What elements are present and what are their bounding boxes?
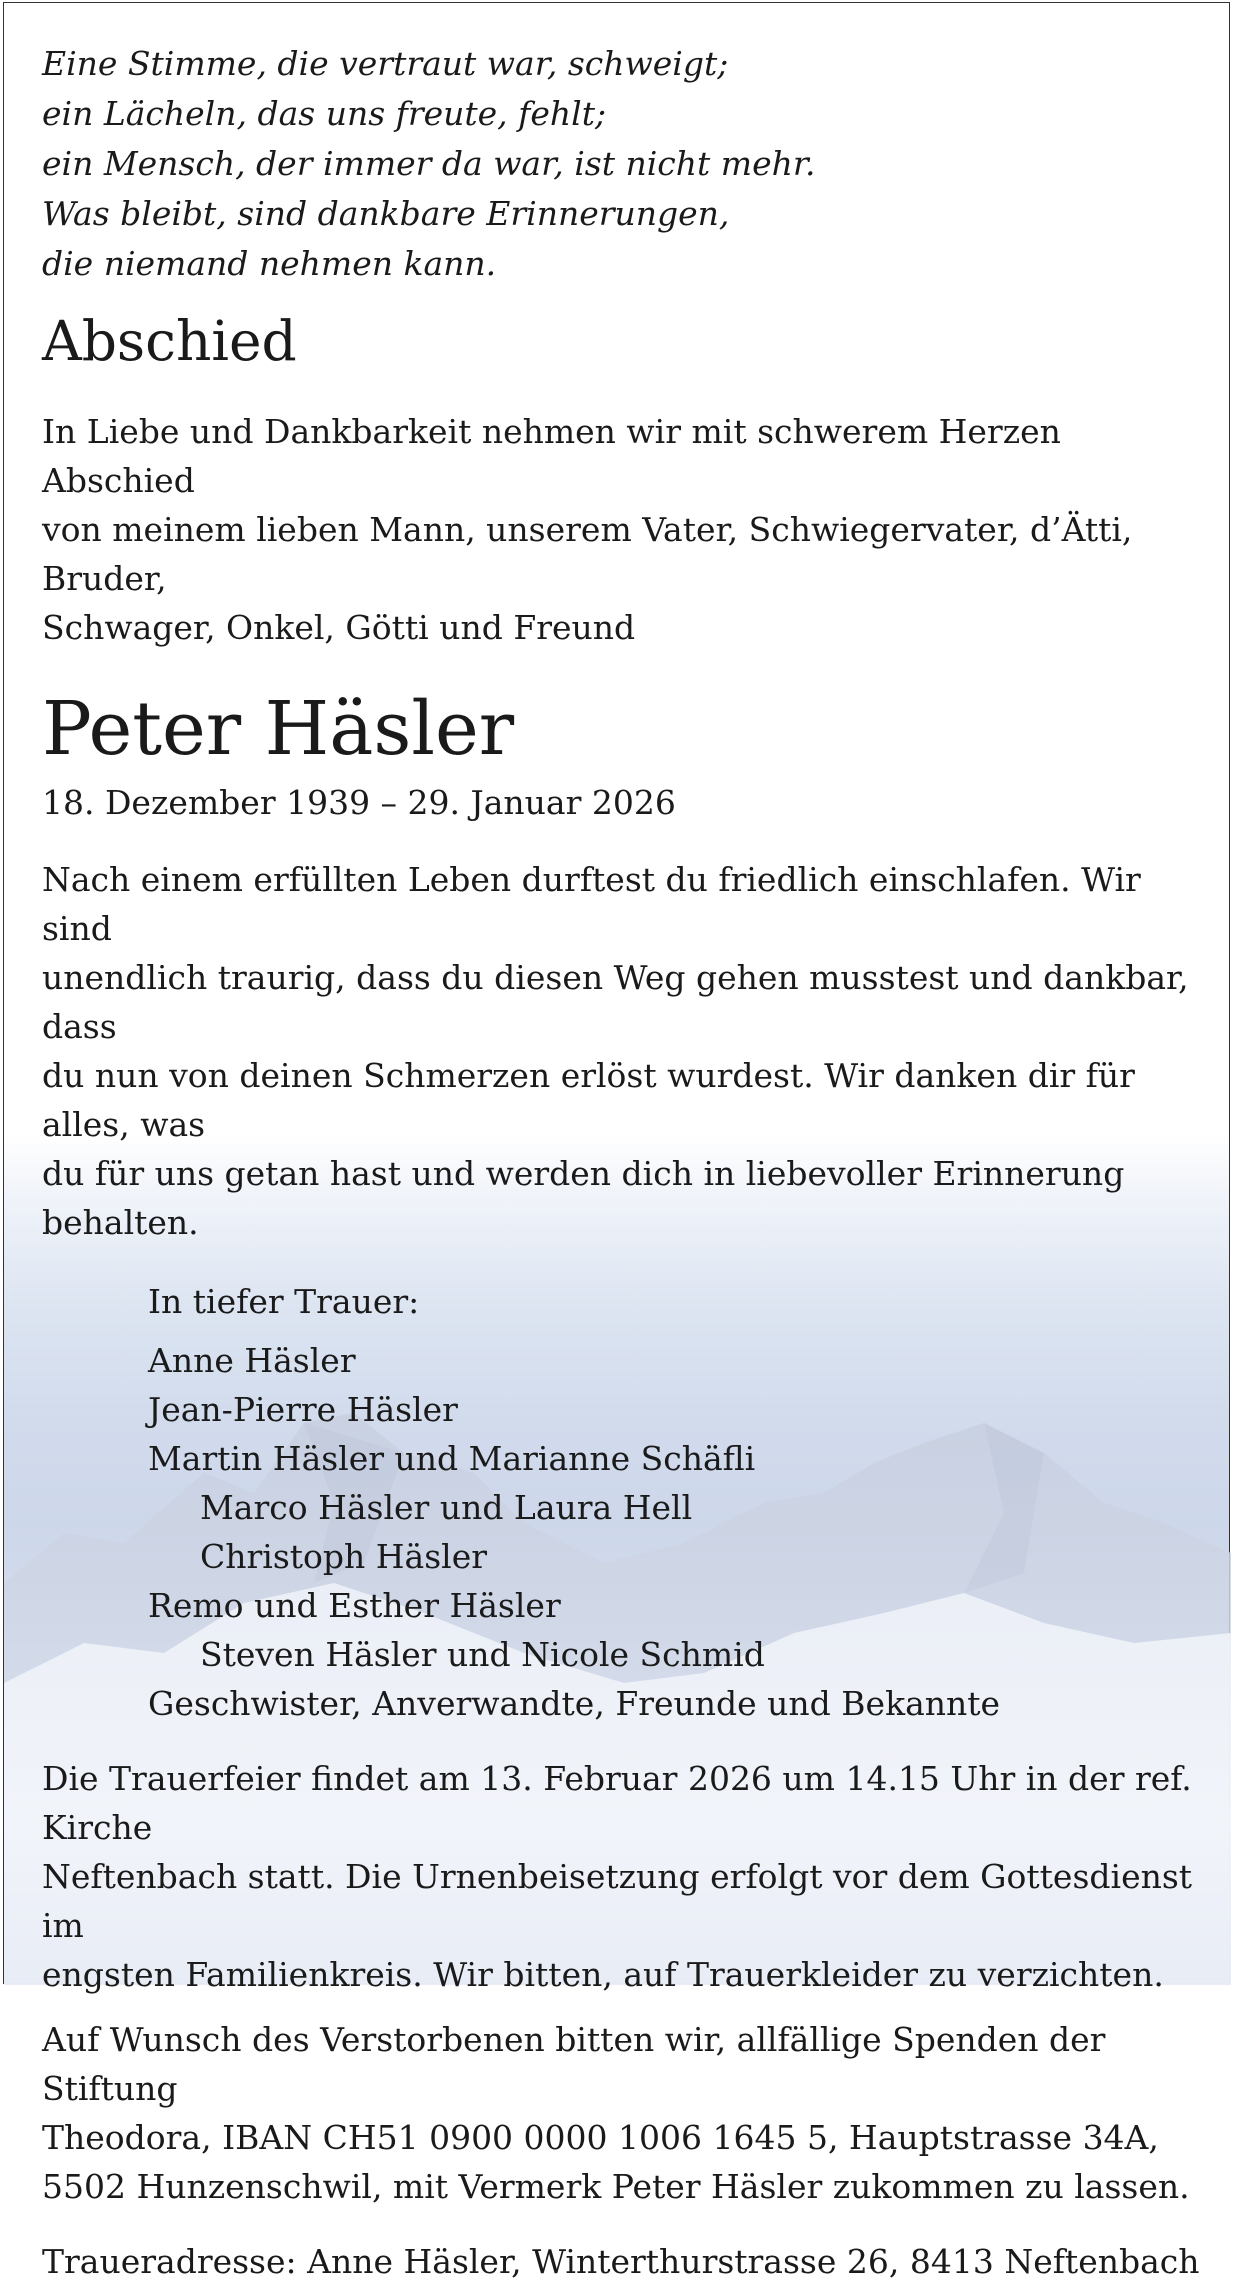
service-line: engsten Familienkreis. Wir bitten, auf Trauerkleider zu verzichten. [42,1955,1164,1994]
mourner-name: Anne Häsler [148,1341,356,1380]
mourning-address: Traueradresse: Anne Häsler, Winterthurstrasse 26, 8413 Neftenbach [42,2242,1200,2281]
intro-line: von meinem lieben Mann, unserem Vater, Schwiegervater, d’Ätti, Bruder, [42,510,1133,598]
deceased-name: Peter Häsler [42,686,515,772]
poem-line: ein Lächeln, das uns freute, fehlt; [42,94,607,133]
mourner-name: Marco Häsler und Laura Hell [200,1488,693,1527]
mourner-name: Jean-Pierre Häsler [148,1390,458,1429]
life-line: du für uns getan hast und werden dich in liebevoller Erinnerung behalten. [42,1154,1125,1242]
service-paragraph [42,1754,1202,1999]
intro-line: Schwager, Onkel, Götti und Freund [42,608,636,647]
service-line: Neftenbach statt. Die Urnenbeisetzung erfolgt vor dem Gottesdienst im [42,1857,1193,1945]
life-line: unendlich traurig, dass du diesen Weg gehen musstest und dankbar, dass [42,958,1189,1046]
mourner-name: Martin Häsler und Marianne Schäfli [148,1439,756,1478]
donation-line: 5502 Hunzenschwil, mit Vermerk Peter Häsler zukommen zu lassen. [42,2167,1190,2206]
poem-line: Eine Stimme, die vertraut war, schweigt; [42,44,729,83]
poem-line: ein Mensch, der immer da war, ist nicht mehr. [42,144,816,183]
intro-paragraph [42,407,1202,652]
donation-paragraph [42,2015,1202,2211]
intro-line: In Liebe und Dankbarkeit nehmen wir mit schwerem Herzen Abschied [42,412,1061,500]
service-line: Die Trauerfeier findet am 13. Februar 2026 um 14.15 Uhr in der ref. Kirche [42,1759,1192,1847]
life-dates: 18. Dezember 1939 – 29. Januar 2026 [42,783,676,822]
poem-line: Was bleibt, sind dankbare Erinnerungen, [42,194,730,233]
poem [42,39,1202,289]
life-paragraph [42,855,1202,1247]
mourners-intro: In tiefer Trauer: [148,1282,420,1321]
obituary-page [3,2,1230,2281]
donation-line: Auf Wunsch des Verstorbenen bitten wir, allfällige Spenden der Stiftung [42,2020,1106,2108]
heading-abschied: Abschied [42,309,297,373]
life-line: du nun von deinen Schmerzen erlöst wurdest. Wir danken dir für alles, was [42,1056,1135,1144]
mourners-list [148,1277,1202,1728]
poem-line: die niemand nehmen kann. [42,244,497,283]
mourner-name: Geschwister, Anverwandte, Freunde und Bekannte [148,1684,1001,1723]
mourner-name: Christoph Häsler [200,1537,488,1576]
mourner-name: Steven Häsler und Nicole Schmid [200,1635,765,1674]
life-line: Nach einem erfüllten Leben durftest du friedlich einschlafen. Wir sind [42,860,1141,948]
donation-line: Theodora, IBAN CH51 0900 0000 1006 1645 5, Hauptstrasse 34A, [42,2118,1159,2157]
obituary-content [42,39,1202,2286]
mourner-name: Remo und Esther Häsler [148,1586,561,1625]
